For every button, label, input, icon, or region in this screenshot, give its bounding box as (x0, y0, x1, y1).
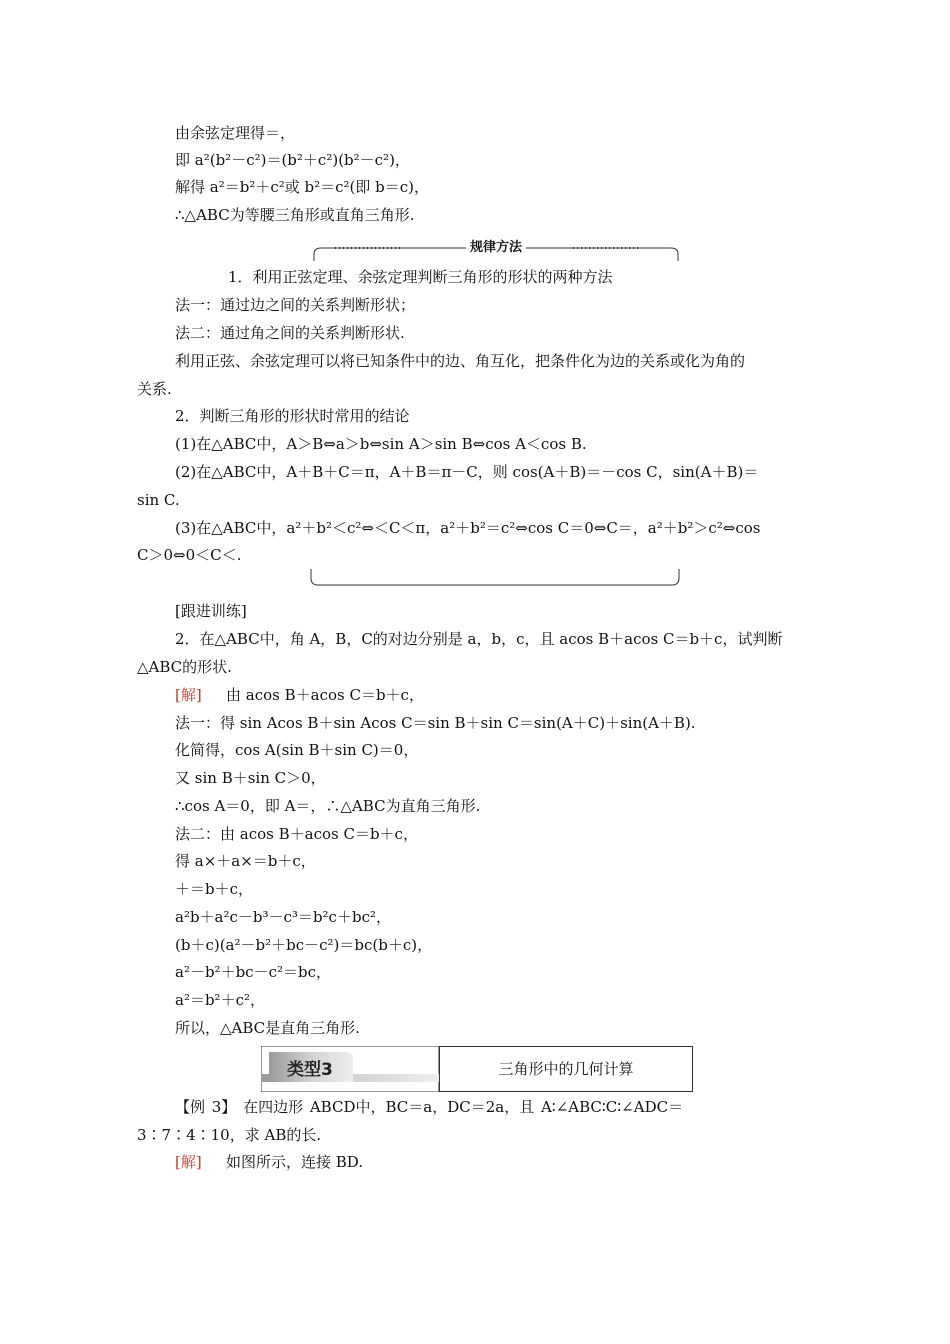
solution-line: 由 acos B＋acos C＝b＋c， (226, 686, 424, 704)
solution-line: 化简得，cos A(sin B＋sin C)＝0， (175, 741, 419, 759)
solution-line: (b＋c)(a²－b²＋bc－c²)＝bc(b＋c)， (175, 936, 433, 954)
rule-heading: 1．利用正弦定理、余弦定理判断三角形的形状的两种方法 (228, 268, 613, 286)
text-line: (3)在△ABC中，a²＋b²＜c²⇔＜C＜π，a²＋b²＝c²⇔cos C＝0⇔C＝，a²＋b²＞c²⇔cos (175, 519, 761, 537)
solution-line: 又 sin B＋sin C＞0， (175, 769, 326, 787)
text-line: (1)在△ABC中，A＞B⇔a＞b⇔sin A＞sin B⇔cos A＜cos B. (175, 435, 587, 453)
question-text: △ABC的形状. (137, 658, 232, 676)
text-line: 法二：通过角之间的关系判断形状. (175, 324, 405, 342)
text-line: (2)在△ABC中，A＋B＋C＝π，A＋B＝π－C，则 cos(A＋B)＝－cos C，sin(A＋B)＝ (175, 463, 759, 481)
solution-line: a²＝b²＋c²， (175, 991, 265, 1009)
solution-tag: [解] (175, 686, 202, 704)
bracket-bottom-line (310, 568, 680, 590)
solution-line: ∴cos A＝0，即 A＝，∴△ABC为直角三角形. (175, 797, 481, 815)
text-line: 由余弦定理得＝， (175, 124, 296, 142)
solution-line: a²－b²＋bc－c²＝bc， (175, 963, 331, 981)
text-line: C＞0⇔0＜C＜. (137, 546, 242, 564)
rule-box-top-border (313, 240, 679, 262)
solution-line: a²b＋a²c－b³－c³＝b²c＋bc²， (175, 908, 391, 926)
solution-line: 得 a×＋a×＝b＋c， (175, 852, 316, 870)
text-line: 解得 a²＝b²＋c²或 b²＝c²(即 b＝c)， (175, 178, 430, 196)
solution-line: 所以，△ABC是直角三角形. (175, 1019, 360, 1037)
text-line: ∴△ABC为等腰三角形或直角三角形. (175, 206, 415, 224)
text-line: 即 a²(b²－c²)＝(b²＋c²)(b²－c²)， (175, 151, 410, 169)
question-text: 2．在△ABC中，角 A，B，C的对边分别是 a，b，c，且 acos B＋acos C＝b＋c，试判断 (175, 630, 783, 648)
example-text: 【例 3】 在四边形 ABCD中，BC＝a，DC＝2a，且 A∶∠ABC∶C∶∠ADC＝ (175, 1098, 684, 1116)
solution-line: 法二：由 acos B＋acos C＝b＋c， (175, 825, 418, 843)
rule-box-bottom-border (310, 568, 680, 590)
text-line: 法一：通过边之间的关系判断形状； (175, 296, 416, 314)
text-line: 关系. (137, 380, 172, 398)
solution-tag: [解] (175, 1153, 202, 1171)
rule-heading: 2．判断三角形的形状时常用的结论 (175, 407, 410, 425)
text-line: 利用正弦、余弦定理可以将已知条件中的边、角互化，把条件化为边的关系或化为角的 (175, 352, 746, 370)
type-banner (261, 1046, 693, 1092)
rule-box-label: 规律方法 (313, 240, 679, 256)
solution-line: 如图所示，连接 BD. (226, 1153, 364, 1171)
type-title: 三角形中的几何计算 (439, 1046, 693, 1092)
section-header: [跟进训练] (175, 602, 247, 620)
example-text: 3∶7∶4∶10，求 AB的长. (137, 1126, 322, 1144)
type-tag (261, 1046, 439, 1092)
solution-line: 法一：得 sin Acos B＋sin Acos C＝sin B＋sin C＝sin(A＋C)＋sin(A＋B). (175, 714, 696, 732)
type-tag-label: 类型3 (287, 1060, 333, 1080)
text-line: sin C. (137, 491, 180, 509)
solution-line: ＋＝b＋c， (175, 880, 254, 898)
